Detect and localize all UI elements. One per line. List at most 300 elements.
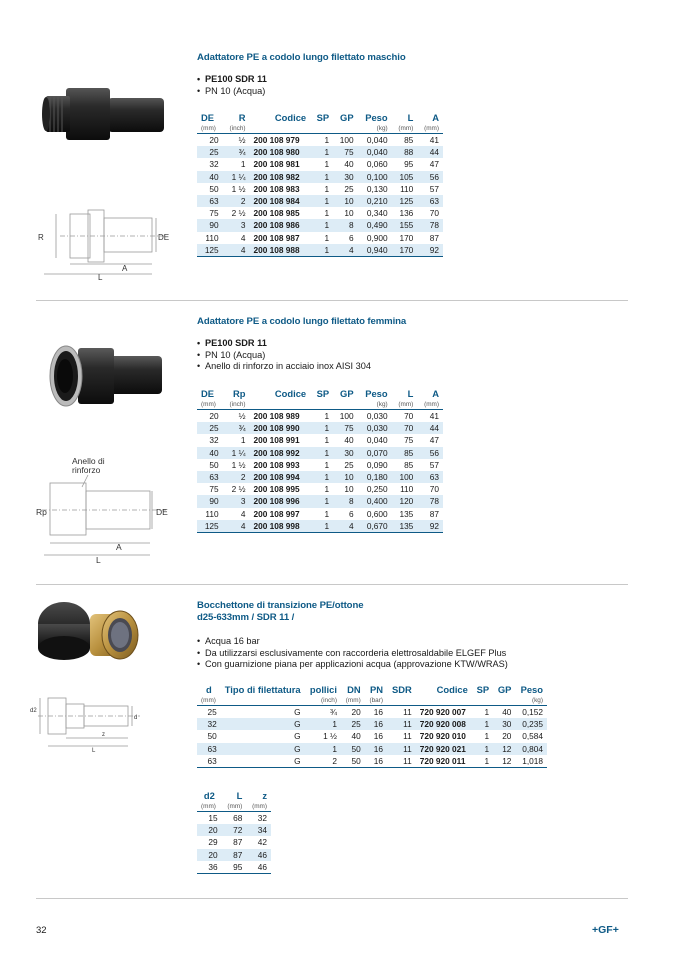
table-cell: 4 bbox=[333, 520, 357, 533]
table-cell: 3 bbox=[223, 495, 250, 507]
table-cell: 75 bbox=[333, 146, 357, 158]
table-row bbox=[197, 134, 443, 147]
table-body bbox=[197, 410, 443, 533]
table-row bbox=[197, 434, 443, 446]
table-cell: 25 bbox=[341, 718, 365, 730]
table-cell: 70 bbox=[404, 411, 414, 421]
table-cell: 200 108 989 bbox=[253, 411, 300, 421]
table-cell: 200 108 982 bbox=[250, 171, 311, 183]
table-row bbox=[197, 171, 443, 183]
table-cell: 0,130 bbox=[366, 183, 388, 194]
table-cell: 200 108 981 bbox=[253, 159, 300, 170]
table-cell: 20 bbox=[351, 707, 361, 717]
table-cell: 95 bbox=[404, 159, 414, 170]
table-cell: 95 bbox=[222, 861, 247, 874]
table-cell: 16 bbox=[373, 731, 383, 742]
bullet: • PE100 SDR 11 bbox=[197, 338, 267, 348]
table-cell: 41 bbox=[429, 135, 439, 145]
table-cell: 200 108 997 bbox=[253, 508, 300, 519]
table-cell: 40 bbox=[197, 171, 223, 183]
table-header-row: d2 L z bbox=[203, 790, 267, 801]
table-cell: 200 108 980 bbox=[250, 146, 311, 158]
table-cell: 200 108 994 bbox=[250, 471, 311, 483]
table-cell: ¾ bbox=[330, 707, 337, 717]
table-cell: 4 bbox=[223, 520, 250, 533]
table-cell: 63 bbox=[197, 471, 223, 483]
table-cell: 8 bbox=[333, 495, 357, 507]
table-cell: 25 bbox=[344, 183, 354, 194]
table-cell: 11 bbox=[403, 707, 412, 717]
table-row bbox=[197, 471, 443, 483]
table-cell: 10 bbox=[333, 195, 357, 207]
table-cell: 25 bbox=[197, 146, 223, 158]
table-cell: 136 bbox=[399, 208, 414, 219]
section1-bullets bbox=[197, 74, 267, 97]
table-cell: 0,235 bbox=[515, 718, 547, 730]
table-cell: 4 bbox=[223, 244, 250, 257]
table-cell: 110 bbox=[400, 183, 414, 194]
footer-divider bbox=[36, 898, 628, 899]
table-cell: 11 bbox=[403, 731, 412, 742]
table-cell: 70 bbox=[392, 422, 418, 434]
table-row bbox=[197, 158, 443, 170]
table-cell: 32 bbox=[197, 718, 221, 730]
table-cell: 75 bbox=[209, 484, 219, 495]
table-cell: 15 bbox=[208, 813, 218, 823]
table-cell: 34 bbox=[246, 824, 271, 836]
table-cell: 0,030 bbox=[366, 411, 388, 421]
table-cell: 63 bbox=[197, 195, 223, 207]
table-cell: 110 bbox=[205, 508, 219, 519]
section-divider bbox=[36, 584, 628, 585]
drawing-label-d2: d2 bbox=[30, 708, 37, 714]
table-cell: 720 920 021 bbox=[416, 743, 472, 755]
table-cell: 20 bbox=[502, 731, 512, 742]
table-cell: 78 bbox=[417, 219, 443, 231]
table-row bbox=[197, 410, 443, 423]
table-row bbox=[197, 755, 547, 768]
table-cell: 16 bbox=[373, 707, 383, 717]
table-cell: 1 bbox=[324, 435, 330, 446]
table-cell: 2 bbox=[223, 471, 250, 483]
table-row bbox=[197, 459, 443, 471]
table-cell: 63 bbox=[417, 195, 443, 207]
drawing-label-de: DE bbox=[158, 233, 170, 242]
table-row bbox=[197, 706, 547, 719]
table-cell: 1 bbox=[310, 495, 333, 507]
table-cell: 200 108 993 bbox=[253, 459, 300, 470]
table-cell: 78 bbox=[417, 495, 443, 507]
table-cell: 125 bbox=[197, 244, 223, 257]
table-cell: 10 bbox=[344, 484, 354, 495]
table-cell: 105 bbox=[392, 171, 418, 183]
table-cell: 200 108 988 bbox=[250, 244, 311, 257]
table-cell: 20 bbox=[197, 824, 222, 836]
table-cell: 200 108 991 bbox=[253, 435, 300, 446]
table-cell: 110 bbox=[400, 484, 414, 495]
table-cell: 100 bbox=[339, 135, 354, 145]
table-cell: 92 bbox=[417, 244, 443, 257]
drawing-label-r: R bbox=[38, 233, 44, 242]
table-cell: 90 bbox=[197, 219, 223, 231]
table-body bbox=[197, 134, 443, 257]
table-cell: 110 bbox=[205, 232, 219, 243]
table-header-row: d Tipo di filettatura pollici DN PN SDR Codice SP GP Peso bbox=[206, 684, 543, 695]
table-cell: 3 bbox=[223, 219, 250, 231]
table-cell: 200 108 983 bbox=[253, 183, 300, 194]
table-cell: 1 bbox=[324, 183, 330, 194]
bullet: • PE100 SDR 11 bbox=[197, 74, 267, 84]
table-cell: 0,490 bbox=[358, 219, 392, 231]
table-row bbox=[197, 244, 443, 257]
table-cell: 16 bbox=[365, 743, 387, 755]
table-cell: 1 ½ bbox=[231, 183, 246, 194]
table-cell: 1 bbox=[324, 459, 330, 470]
table-cell: 0,940 bbox=[358, 244, 392, 257]
table-units-row: (mm) (inch) (mm) (bar) (kg) bbox=[197, 696, 547, 706]
table-cell: 56 bbox=[417, 171, 443, 183]
table-cell: 57 bbox=[429, 183, 439, 194]
table-cell: 16 bbox=[365, 718, 387, 730]
table-cell: 75 bbox=[333, 422, 357, 434]
table-cell: 0,600 bbox=[366, 508, 388, 519]
table-cell: 155 bbox=[392, 219, 418, 231]
table-cell: 200 108 979 bbox=[253, 135, 300, 145]
table-cell: G bbox=[221, 755, 305, 768]
table-cell: 47 bbox=[429, 435, 439, 446]
table-cell: 46 bbox=[246, 861, 271, 874]
table-row bbox=[197, 508, 443, 520]
table-cell: 0,180 bbox=[358, 471, 392, 483]
table-cell: 125 bbox=[392, 195, 418, 207]
table-cell: 50 bbox=[341, 743, 365, 755]
table-cell: 36 bbox=[197, 861, 222, 874]
table-cell: 50 bbox=[209, 459, 219, 470]
table-cell: 0,090 bbox=[366, 459, 388, 470]
table-cell: 50 bbox=[209, 183, 219, 194]
table-cell: 10 bbox=[333, 471, 357, 483]
table-cell: 50 bbox=[341, 755, 365, 768]
table-cell: 1 bbox=[305, 743, 341, 755]
drawing-label-rinforzo: rinforzo bbox=[72, 465, 101, 475]
section-divider bbox=[36, 300, 628, 301]
table-cell: 135 bbox=[399, 508, 414, 519]
table-cell: 70 bbox=[429, 484, 439, 495]
table-cell: 25 bbox=[197, 422, 223, 434]
table-cell: 30 bbox=[333, 447, 357, 459]
table-cell: 16 bbox=[365, 755, 387, 768]
table-cell: 1 bbox=[472, 743, 493, 755]
table-cell: 1 ½ bbox=[231, 459, 246, 470]
table-cell: ½ bbox=[238, 135, 246, 145]
table-row bbox=[197, 207, 443, 219]
table-cell: 0,250 bbox=[366, 484, 388, 495]
table-cell: 12 bbox=[493, 743, 515, 755]
table-row bbox=[197, 422, 443, 434]
table-cell: 0,100 bbox=[358, 171, 392, 183]
table-cell: 87 bbox=[222, 849, 247, 861]
table-row bbox=[197, 183, 443, 195]
table-cell: 44 bbox=[417, 146, 443, 158]
section3-bullets bbox=[197, 636, 508, 671]
table-cell: 40 bbox=[351, 731, 361, 742]
table-cell: 1 bbox=[324, 232, 330, 243]
table-row bbox=[197, 447, 443, 459]
table-cell: 32 bbox=[209, 435, 219, 446]
table-cell: 41 bbox=[429, 411, 439, 421]
table-cell: 200 108 986 bbox=[250, 219, 311, 231]
table-cell: 11 bbox=[387, 718, 416, 730]
table-row bbox=[197, 861, 271, 874]
table-cell: 120 bbox=[392, 495, 418, 507]
table-cell: 8 bbox=[333, 219, 357, 231]
table-cell: 720 920 011 bbox=[416, 755, 472, 768]
table-cell: 2 ½ bbox=[231, 484, 246, 495]
table-cell: 30 bbox=[493, 718, 515, 730]
table-cell: 29 bbox=[208, 837, 218, 848]
table-cell: 25 bbox=[207, 707, 217, 717]
table-cell: 200 108 987 bbox=[253, 232, 300, 243]
table-cell: 0,584 bbox=[522, 731, 543, 742]
table-row bbox=[197, 812, 271, 825]
table-cell: 20 bbox=[209, 411, 219, 421]
table-cell: 1 bbox=[472, 718, 493, 730]
table-cell: 1 bbox=[484, 707, 490, 717]
table-cell: 88 bbox=[392, 146, 418, 158]
table-cell: 720 920 010 bbox=[419, 731, 466, 742]
table-cell: 125 bbox=[197, 520, 223, 533]
table-cell: 20 bbox=[197, 849, 222, 861]
table-cell: ½ bbox=[238, 411, 246, 421]
table-cell: 0,060 bbox=[366, 159, 388, 170]
table-cell: 4 bbox=[240, 508, 246, 519]
table-cell: 63 bbox=[197, 743, 221, 755]
table-row bbox=[197, 219, 443, 231]
bullet: • Anello di rinforzo in acciaio inox AISI 304 bbox=[197, 361, 371, 372]
drawing-label-d: d bbox=[134, 715, 138, 721]
table-cell: 0,400 bbox=[358, 495, 392, 507]
table-cell: 0,040 bbox=[366, 135, 388, 145]
table-cell: 85 bbox=[404, 459, 414, 470]
table-row bbox=[197, 232, 443, 244]
section2-table bbox=[197, 388, 443, 533]
drawing-label-anello: Anello di bbox=[72, 456, 105, 466]
table-row bbox=[197, 718, 547, 730]
table-cell: 85 bbox=[392, 447, 418, 459]
table-cell: 68 bbox=[233, 813, 243, 823]
table-cell: 1 bbox=[472, 755, 493, 768]
table-body bbox=[197, 706, 547, 768]
section3-dimension-table bbox=[197, 790, 271, 874]
table-cell: 200 108 996 bbox=[250, 495, 311, 507]
section3-title: Bocchettone di transizione PE/ottone bbox=[197, 600, 364, 611]
table-cell: 0,804 bbox=[515, 743, 547, 755]
table-cell: 1 bbox=[310, 171, 333, 183]
drawing-label-l: L bbox=[92, 748, 96, 752]
section2-bullets bbox=[197, 338, 371, 373]
table-cell: G bbox=[221, 743, 305, 755]
table-cell: 170 bbox=[392, 244, 418, 257]
table-row bbox=[197, 195, 443, 207]
table-cell: 32 bbox=[209, 159, 219, 170]
table-cell: 0,040 bbox=[366, 435, 388, 446]
table-cell: 63 bbox=[197, 755, 221, 768]
table-cell: 72 bbox=[222, 824, 247, 836]
table-cell: 1 bbox=[305, 718, 341, 730]
table-row bbox=[197, 836, 271, 848]
table-cell: 1 bbox=[324, 135, 330, 145]
table-cell: 200 108 992 bbox=[250, 447, 311, 459]
table-cell: 75 bbox=[404, 435, 414, 446]
table-cell: 0,340 bbox=[366, 208, 388, 219]
table-cell: 200 108 998 bbox=[250, 520, 311, 533]
table-cell: 2 bbox=[223, 195, 250, 207]
table-cell: 170 bbox=[399, 232, 414, 243]
table-row bbox=[197, 483, 443, 495]
table-cell: G bbox=[294, 731, 301, 742]
male-adapter-drawing bbox=[36, 200, 176, 280]
table-cell: 90 bbox=[197, 495, 223, 507]
table-cell: 11 bbox=[387, 743, 416, 755]
table-cell: 46 bbox=[246, 849, 271, 861]
table-cell: 1 bbox=[324, 159, 330, 170]
table-cell: 1 bbox=[240, 159, 246, 170]
table-cell: 1 bbox=[324, 411, 330, 421]
female-adapter-drawing bbox=[36, 455, 176, 565]
table-cell: 87 bbox=[429, 508, 439, 519]
table-cell: 1 ½ bbox=[323, 731, 337, 742]
table-cell: 1 bbox=[240, 435, 246, 446]
table-cell: 32 bbox=[257, 813, 267, 823]
table-cell: 1 ¼ bbox=[223, 447, 250, 459]
table-row bbox=[197, 730, 547, 742]
table-cell: 57 bbox=[429, 459, 439, 470]
table-cell: 70 bbox=[429, 208, 439, 219]
table-cell: 25 bbox=[344, 459, 354, 470]
table-cell: 1 bbox=[310, 219, 333, 231]
drawing-label-a: A bbox=[122, 264, 128, 273]
table-units-row: (mm) (inch) (kg) (mm) (mm) bbox=[197, 124, 443, 134]
table-cell: 20 bbox=[209, 135, 219, 145]
table-cell: 200 108 985 bbox=[253, 208, 300, 219]
table-cell: 1 bbox=[310, 520, 333, 533]
drawing-label-a: A bbox=[116, 542, 122, 552]
table-cell: 87 bbox=[233, 837, 243, 848]
table-cell: 40 bbox=[344, 159, 354, 170]
section3-table bbox=[197, 684, 547, 768]
section3-subtitle: d25-633mm / SDR 11 / bbox=[197, 612, 295, 623]
table-cell: 50 bbox=[207, 731, 217, 742]
table-cell: 1 ¼ bbox=[223, 171, 250, 183]
female-adapter-photo bbox=[40, 340, 170, 420]
table-cell: 1 bbox=[324, 484, 330, 495]
table-cell: 92 bbox=[417, 520, 443, 533]
table-cell: 0,670 bbox=[358, 520, 392, 533]
table-cell: 12 bbox=[493, 755, 515, 768]
gf-logo: +GF+ bbox=[592, 924, 619, 936]
drawing-label-l: L bbox=[98, 273, 103, 280]
table-cell: 200 108 995 bbox=[253, 484, 300, 495]
table-cell: 1 bbox=[310, 195, 333, 207]
bullet: • Da utilizzarsi esclusivamente con raccorderia elettrosaldabile ELGEF Plus bbox=[197, 647, 507, 658]
table-cell: 2 ½ bbox=[231, 208, 246, 219]
table-cell: 85 bbox=[404, 135, 414, 145]
table-row bbox=[197, 495, 443, 507]
table-cell: 30 bbox=[333, 171, 357, 183]
table-cell: 100 bbox=[339, 411, 354, 421]
table-cell: 56 bbox=[417, 447, 443, 459]
table-cell: 2 bbox=[305, 755, 341, 768]
table-cell: 47 bbox=[429, 159, 439, 170]
table-cell: 42 bbox=[257, 837, 267, 848]
table-cell: 0,210 bbox=[358, 195, 392, 207]
page-number: 32 bbox=[36, 925, 47, 936]
table-cell: 4 bbox=[240, 232, 246, 243]
table-cell: 0,040 bbox=[358, 146, 392, 158]
table-cell: 11 bbox=[387, 755, 416, 768]
table-cell: 10 bbox=[344, 208, 354, 219]
bullet: • Acqua 16 bar bbox=[197, 636, 260, 646]
table-body bbox=[197, 812, 271, 874]
table-cell: 1 bbox=[324, 508, 330, 519]
bullet: • PN 10 (Acqua) bbox=[197, 349, 266, 360]
table-row bbox=[197, 146, 443, 158]
table-cell: 6 bbox=[348, 508, 354, 519]
table-cell: G bbox=[221, 718, 305, 730]
table-cell: 1 bbox=[310, 146, 333, 158]
table-units-row: (mm) (mm) (mm) bbox=[197, 802, 271, 812]
table-cell: 0,070 bbox=[358, 447, 392, 459]
table-cell: 720 920 007 bbox=[419, 707, 466, 717]
table-row bbox=[197, 824, 271, 836]
table-row bbox=[197, 743, 547, 755]
table-header-row: DE R Codice SP GP Peso L A bbox=[201, 112, 439, 123]
table-cell: 0,030 bbox=[358, 422, 392, 434]
table-cell: 4 bbox=[333, 244, 357, 257]
table-row bbox=[197, 849, 271, 861]
table-cell: G bbox=[294, 707, 301, 717]
table-cell: 0,152 bbox=[522, 707, 543, 717]
table-cell: 1 bbox=[324, 208, 330, 219]
drawing-label-l: L bbox=[96, 555, 101, 565]
table-cell: ¾ bbox=[223, 422, 250, 434]
table-units-row: (mm) (inch) (kg) (mm) (mm) bbox=[197, 400, 443, 410]
table-cell: 75 bbox=[209, 208, 219, 219]
table-cell: 0,900 bbox=[366, 232, 388, 243]
transition-union-drawing bbox=[30, 692, 160, 752]
table-cell: 1 bbox=[310, 447, 333, 459]
table-cell: ¾ bbox=[223, 146, 250, 158]
section2-title: Adattatore PE a codolo lungo filettato femmina bbox=[197, 316, 407, 327]
bullet: • PN 10 (Acqua) bbox=[197, 85, 266, 96]
table-cell: 40 bbox=[502, 707, 512, 717]
section1-title: Adattatore PE a codolo lungo filettato maschio bbox=[197, 52, 406, 63]
section1-table bbox=[197, 112, 443, 257]
table-cell: 200 108 990 bbox=[250, 422, 311, 434]
table-cell: 1,018 bbox=[515, 755, 547, 768]
table-cell: 1 bbox=[310, 244, 333, 257]
male-adapter-photo bbox=[36, 78, 166, 158]
bullet: • Con guarnizione piana per applicazioni acqua (approvazione KTW/WRAS) bbox=[197, 659, 508, 670]
table-cell: 40 bbox=[344, 435, 354, 446]
table-cell: 44 bbox=[417, 422, 443, 434]
table-cell: 200 108 984 bbox=[250, 195, 311, 207]
table-cell: 40 bbox=[197, 447, 223, 459]
table-cell: 6 bbox=[348, 232, 354, 243]
drawing-label-rp: Rp bbox=[36, 507, 47, 517]
drawing-label-z: z bbox=[102, 732, 105, 738]
transition-union-photo bbox=[34, 600, 144, 666]
